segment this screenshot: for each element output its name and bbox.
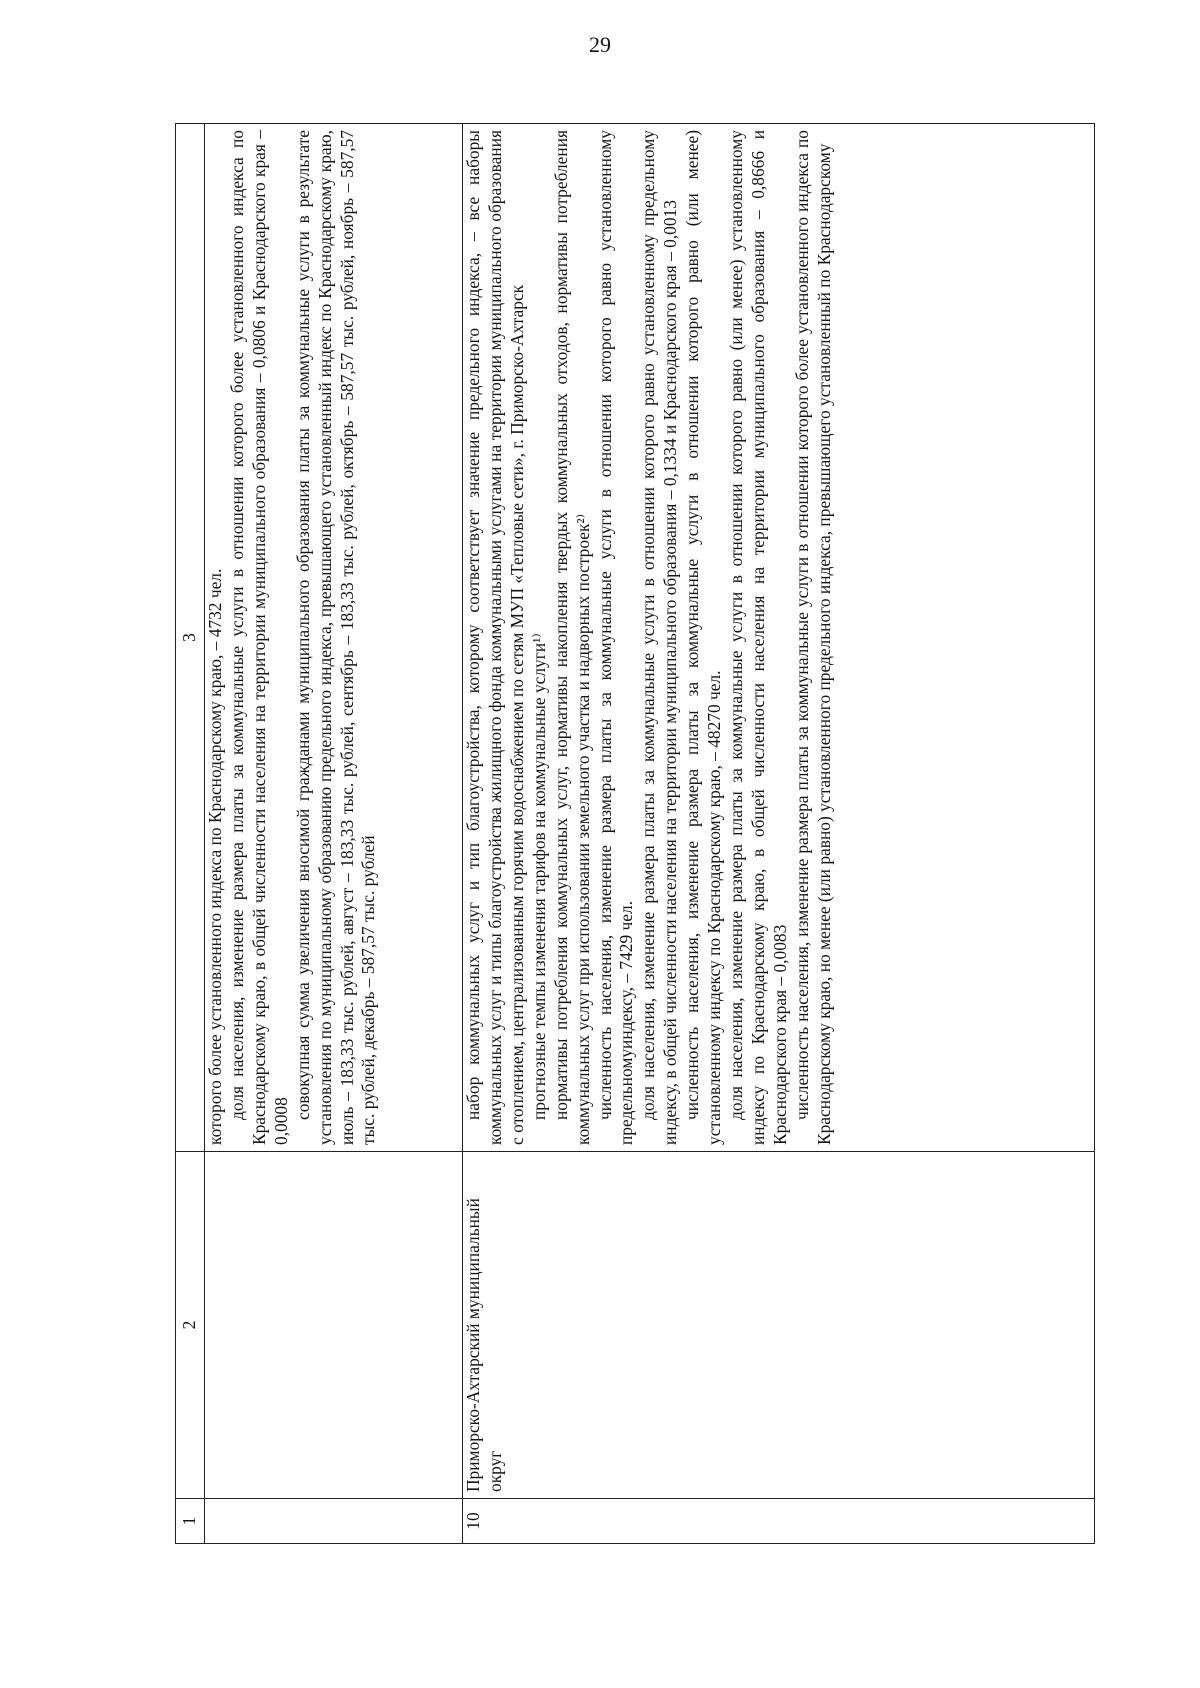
table-row xyxy=(463,124,1095,1544)
indices-table xyxy=(175,123,1095,1544)
detail-paragraph: численность населения, изменение размера платы за коммунальные услуги в отношении которого более установленного индекса по Краснодарскому краю, но менее (или равно) установленного предельного индекса, превышающего установленный по Краснодарскому xyxy=(791,130,834,1145)
row-number-cell xyxy=(205,1499,463,1544)
region-cell xyxy=(463,1152,1095,1499)
detail-paragraph: набор коммунальных услуг и тип благоустройства, которому соответствует значение предельного индекса, – все наборы коммунальных услуг и типы благоустройства жилищного фонда коммунальными услугами на территории муниципального образования с отоплением, централизованным горячим водоснабжением по сетям МУП «Тепловые сети», г. Приморско-Ахтарск xyxy=(463,130,527,1145)
details-cell xyxy=(463,124,1095,1152)
table-row xyxy=(205,124,463,1544)
detail-paragraph: доля населения, изменение размера платы за коммунальные услуги в отношении которого равно установленному предельному индексу, в общей численности населения на территории муниципального образования – 0,1334 и Краснодарского края – 0,0013 xyxy=(638,130,681,1145)
detail-paragraph: которого более установленного индекса по Краснодарскому краю, – 4732 чел. xyxy=(205,568,225,1145)
row-number-cell xyxy=(463,1499,1095,1544)
page-number: 29 xyxy=(589,32,611,57)
detail-paragraph: нормативы потребления коммунальных услуг, нормативы накопления твердых коммунальных отходов, нормативы потребления коммунальных услуг при использовании земельного участка и надворных построек²⁾ xyxy=(550,130,593,1145)
table-rotation-frame xyxy=(175,123,1095,1544)
detail-paragraph: совокупная сумма увеличения вносимой гражданами муниципального образования платы за коммунальные услуги в результате установления по муниципальному образованию предельного индекса, превышающего установленный индекс по Краснодарскому краю, июль – 183,33 тыс. рублей, август – 183,33 тыс. рублей, сентябрь – 183,33 тыс. рублей, октябрь – 587,57 тыс. рублей, ноябрь – 587,57 тыс. рублей, декабрь – 587,57 тыс. рублей xyxy=(292,130,379,1145)
row-number: 10 xyxy=(463,1512,483,1530)
detail-paragraph: численность населения, изменение размера платы за коммунальные услуги в отношении которого равно установленному предельномуиндексу, – 7429 чел. xyxy=(594,130,637,1145)
column-header-2: 2 xyxy=(176,1152,205,1499)
region-name: Приморско-Ахтарский муниципальный округ xyxy=(463,1198,505,1492)
column-header-1: 1 xyxy=(176,1499,205,1544)
column-header-3: 3 xyxy=(176,124,205,1152)
detail-paragraph: прогнозные темпы изменения тарифов на коммунальные услуги¹⁾ xyxy=(528,633,549,1120)
detail-paragraph: доля населения, изменение размера платы за коммунальные услуги в отношении которого более установленного индекса по Краснодарскому краю, в общей численности населения на территории муниципального образования – 0,0806 и Краснодарского края – 0,0008 xyxy=(226,130,291,1145)
detail-paragraph: численность населения, изменение размера платы за коммунальные услуги в отношении которого равно (или менее) установленному индексу по Краснодарскому краю, – 48270 чел. xyxy=(682,130,725,1145)
region-cell xyxy=(205,1152,463,1499)
rotated-table-sheet xyxy=(175,123,1095,1544)
details-cell xyxy=(205,124,463,1152)
detail-paragraph: доля населения, изменение размера платы за коммунальные услуги в отношении которого равно (или менее) установленному индексу по Краснодарскому краю, в общей численности населения на территории муниципального образования – 0,8666 и Краснодарского края – 0,0083 xyxy=(726,130,790,1145)
table-header-row xyxy=(176,124,205,1544)
